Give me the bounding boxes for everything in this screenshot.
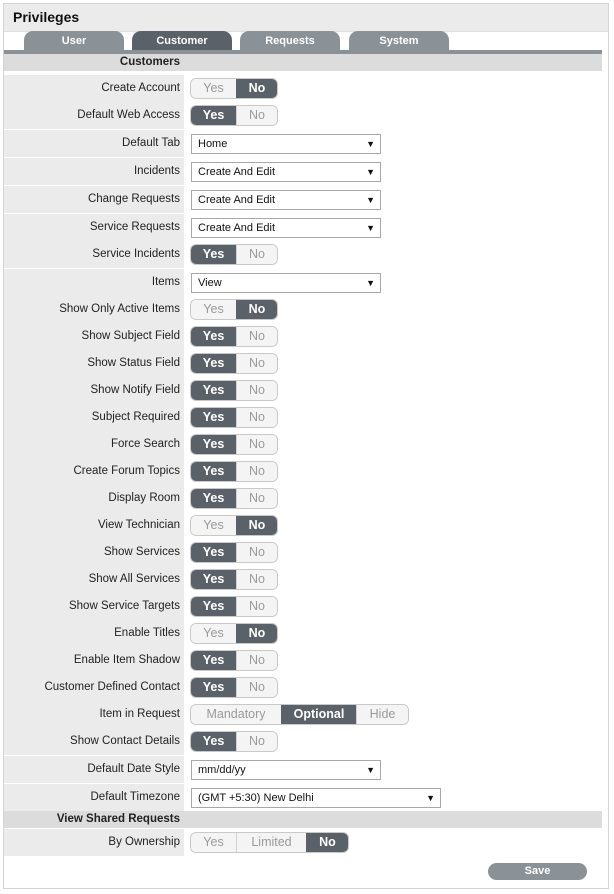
row-show-contact-details	[4, 728, 602, 755]
by-ownership-toggle	[190, 832, 349, 853]
view-technician-option-yes[interactable]: Yes	[191, 516, 236, 535]
by-ownership-label: By Ownership	[4, 829, 184, 856]
default-date-style-label: Default Date Style	[4, 756, 184, 783]
default-tab-label: Default Tab	[4, 130, 184, 157]
row-subject-required	[4, 404, 602, 431]
dropdown-arrow-icon: ▼	[426, 793, 435, 803]
incidents-value: Create And Edit	[198, 166, 276, 178]
row-force-search	[4, 431, 602, 458]
enable-titles-label: Enable Titles	[4, 620, 184, 647]
item-in-request-label: Item in Request	[4, 701, 184, 728]
show-status-field-toggle	[190, 353, 278, 374]
show-contact-details-option-yes[interactable]: Yes	[191, 732, 236, 751]
enable-titles-option-yes[interactable]: Yes	[191, 624, 236, 643]
show-subject-field-option-no[interactable]: No	[236, 327, 277, 346]
view-technician-label: View Technician	[4, 512, 184, 539]
create-forum-topics-toggle	[190, 461, 278, 482]
show-all-services-toggle	[190, 569, 278, 590]
force-search-option-no[interactable]: No	[236, 435, 277, 454]
show-status-field-option-yes[interactable]: Yes	[191, 354, 236, 373]
by-ownership-option-no[interactable]: No	[306, 833, 348, 852]
view-technician-toggle	[190, 515, 278, 536]
show-status-field-label: Show Status Field	[4, 350, 184, 377]
show-notify-field-label: Show Notify Field	[4, 377, 184, 404]
default-timezone-value: (GMT +5:30) New Delhi	[198, 792, 314, 804]
force-search-option-yes[interactable]: Yes	[191, 435, 236, 454]
row-create-account	[4, 75, 602, 102]
tab-system[interactable]: System	[349, 31, 449, 51]
show-service-targets-label: Show Service Targets	[4, 593, 184, 620]
subject-required-option-no[interactable]: No	[236, 408, 277, 427]
service-incidents-option-yes[interactable]: Yes	[191, 245, 236, 264]
subject-required-toggle	[190, 407, 278, 428]
change-requests-select[interactable]	[191, 190, 381, 210]
row-incidents	[4, 158, 602, 185]
row-create-forum-topics	[4, 458, 602, 485]
show-service-targets-toggle	[190, 596, 278, 617]
item-in-request-toggle	[190, 704, 409, 725]
item-in-request-option-optional[interactable]: Optional	[281, 705, 356, 724]
section-view-shared-requests	[4, 811, 602, 828]
default-timezone-select[interactable]	[191, 788, 441, 808]
row-show-only-active-items	[4, 296, 602, 323]
show-contact-details-toggle	[190, 731, 278, 752]
dropdown-arrow-icon: ▼	[366, 278, 375, 288]
row-show-all-services	[4, 566, 602, 593]
change-requests-value: Create And Edit	[198, 194, 276, 206]
show-services-option-no[interactable]: No	[236, 543, 277, 562]
row-default-date-style	[4, 756, 602, 783]
section-customers	[4, 54, 602, 71]
dropdown-arrow-icon: ▼	[366, 223, 375, 233]
change-requests-label: Change Requests	[4, 186, 184, 213]
show-only-active-items-toggle	[190, 299, 278, 320]
item-in-request-option-mandatory[interactable]: Mandatory	[191, 705, 281, 724]
display-room-toggle	[190, 488, 278, 509]
service-incidents-toggle	[190, 244, 278, 265]
service-requests-label: Service Requests	[4, 214, 184, 241]
show-notify-field-toggle	[190, 380, 278, 401]
row-items	[4, 269, 602, 296]
incidents-label: Incidents	[4, 158, 184, 185]
enable-titles-option-no[interactable]: No	[236, 624, 277, 643]
items-select[interactable]	[191, 273, 381, 293]
create-account-label: Create Account	[4, 75, 184, 102]
default-timezone-label: Default Timezone	[4, 784, 184, 811]
show-all-services-option-yes[interactable]: Yes	[191, 570, 236, 589]
show-contact-details-label: Show Contact Details	[4, 728, 184, 755]
default-tab-value: Home	[198, 138, 228, 150]
tab-customer[interactable]: Customer	[132, 31, 232, 51]
section-heading: View Shared Requests	[4, 811, 184, 828]
enable-item-shadow-label: Enable Item Shadow	[4, 647, 184, 674]
default-web-access-option-yes[interactable]: Yes	[191, 106, 236, 125]
row-show-service-targets	[4, 593, 602, 620]
row-show-notify-field	[4, 377, 602, 404]
service-requests-select[interactable]	[191, 218, 381, 238]
customer-defined-contact-option-no[interactable]: No	[236, 678, 277, 697]
item-in-request-option-hide[interactable]: Hide	[356, 705, 408, 724]
items-label: Items	[4, 269, 184, 296]
row-enable-titles	[4, 620, 602, 647]
row-service-incidents	[4, 241, 602, 268]
subject-required-label: Subject Required	[4, 404, 184, 431]
row-default-web-access	[4, 102, 602, 129]
customer-defined-contact-label: Customer Defined Contact	[4, 674, 184, 701]
row-view-technician	[4, 512, 602, 539]
create-account-option-yes[interactable]: Yes	[191, 79, 236, 98]
create-forum-topics-label: Create Forum Topics	[4, 458, 184, 485]
show-services-label: Show Services	[4, 539, 184, 566]
create-forum-topics-option-no[interactable]: No	[236, 462, 277, 481]
create-account-option-no[interactable]: No	[236, 79, 277, 98]
row-item-in-request	[4, 701, 602, 728]
force-search-label: Force Search	[4, 431, 184, 458]
display-room-label: Display Room	[4, 485, 184, 512]
enable-titles-toggle	[190, 623, 278, 644]
enable-item-shadow-option-no[interactable]: No	[236, 651, 277, 670]
create-account-toggle	[190, 78, 278, 99]
incidents-select[interactable]	[191, 162, 381, 182]
default-web-access-toggle	[190, 105, 278, 126]
customer-defined-contact-toggle	[190, 677, 278, 698]
show-only-active-items-option-yes[interactable]: Yes	[191, 300, 236, 319]
section-heading: Customers	[4, 54, 184, 71]
service-requests-value: Create And Edit	[198, 222, 276, 234]
tab-requests[interactable]: Requests	[240, 31, 340, 51]
enable-item-shadow-toggle	[190, 650, 278, 671]
default-date-style-select[interactable]	[191, 760, 381, 780]
show-services-toggle	[190, 542, 278, 563]
row-display-room	[4, 485, 602, 512]
row-default-tab	[4, 130, 602, 157]
default-web-access-label: Default Web Access	[4, 102, 184, 129]
show-subject-field-label: Show Subject Field	[4, 323, 184, 350]
display-room-option-yes[interactable]: Yes	[191, 489, 236, 508]
show-service-targets-option-yes[interactable]: Yes	[191, 597, 236, 616]
row-change-requests	[4, 186, 602, 213]
service-incidents-label: Service Incidents	[4, 241, 184, 268]
row-enable-item-shadow	[4, 647, 602, 674]
view-technician-option-no[interactable]: No	[236, 516, 277, 535]
dropdown-arrow-icon: ▼	[366, 139, 375, 149]
force-search-toggle	[190, 434, 278, 455]
dropdown-arrow-icon: ▼	[366, 765, 375, 775]
display-room-option-no[interactable]: No	[236, 489, 277, 508]
dropdown-arrow-icon: ▼	[366, 167, 375, 177]
row-service-requests	[4, 214, 602, 241]
tab-user[interactable]: User	[24, 31, 124, 51]
show-subject-field-option-yes[interactable]: Yes	[191, 327, 236, 346]
row-customer-defined-contact	[4, 674, 602, 701]
customer-defined-contact-option-yes[interactable]: Yes	[191, 678, 236, 697]
save-button[interactable]: Save	[488, 863, 587, 880]
show-all-services-label: Show All Services	[4, 566, 184, 593]
show-status-field-option-no[interactable]: No	[236, 354, 277, 373]
row-by-ownership	[4, 829, 602, 856]
show-services-option-yes[interactable]: Yes	[191, 543, 236, 562]
show-subject-field-toggle	[190, 326, 278, 347]
show-notify-field-option-no[interactable]: No	[236, 381, 277, 400]
row-show-services	[4, 539, 602, 566]
show-notify-field-option-yes[interactable]: Yes	[191, 381, 236, 400]
default-web-access-option-no[interactable]: No	[236, 106, 277, 125]
page-title: Privileges	[4, 4, 608, 32]
default-date-style-value: mm/dd/yy	[198, 764, 246, 776]
row-show-status-field	[4, 350, 602, 377]
items-value: View	[198, 277, 222, 289]
by-ownership-option-limited[interactable]: Limited	[236, 833, 306, 852]
row-show-subject-field	[4, 323, 602, 350]
subject-required-option-yes[interactable]: Yes	[191, 408, 236, 427]
dropdown-arrow-icon: ▼	[366, 195, 375, 205]
row-default-timezone	[4, 784, 602, 811]
create-forum-topics-option-yes[interactable]: Yes	[191, 462, 236, 481]
by-ownership-option-yes[interactable]: Yes	[191, 833, 236, 852]
default-tab-select[interactable]	[191, 134, 381, 154]
show-all-services-option-no[interactable]: No	[236, 570, 277, 589]
show-only-active-items-option-no[interactable]: No	[236, 300, 277, 319]
show-contact-details-option-no[interactable]: No	[236, 732, 277, 751]
show-only-active-items-label: Show Only Active Items	[4, 296, 184, 323]
service-incidents-option-no[interactable]: No	[236, 245, 277, 264]
show-service-targets-option-no[interactable]: No	[236, 597, 277, 616]
enable-item-shadow-option-yes[interactable]: Yes	[191, 651, 236, 670]
